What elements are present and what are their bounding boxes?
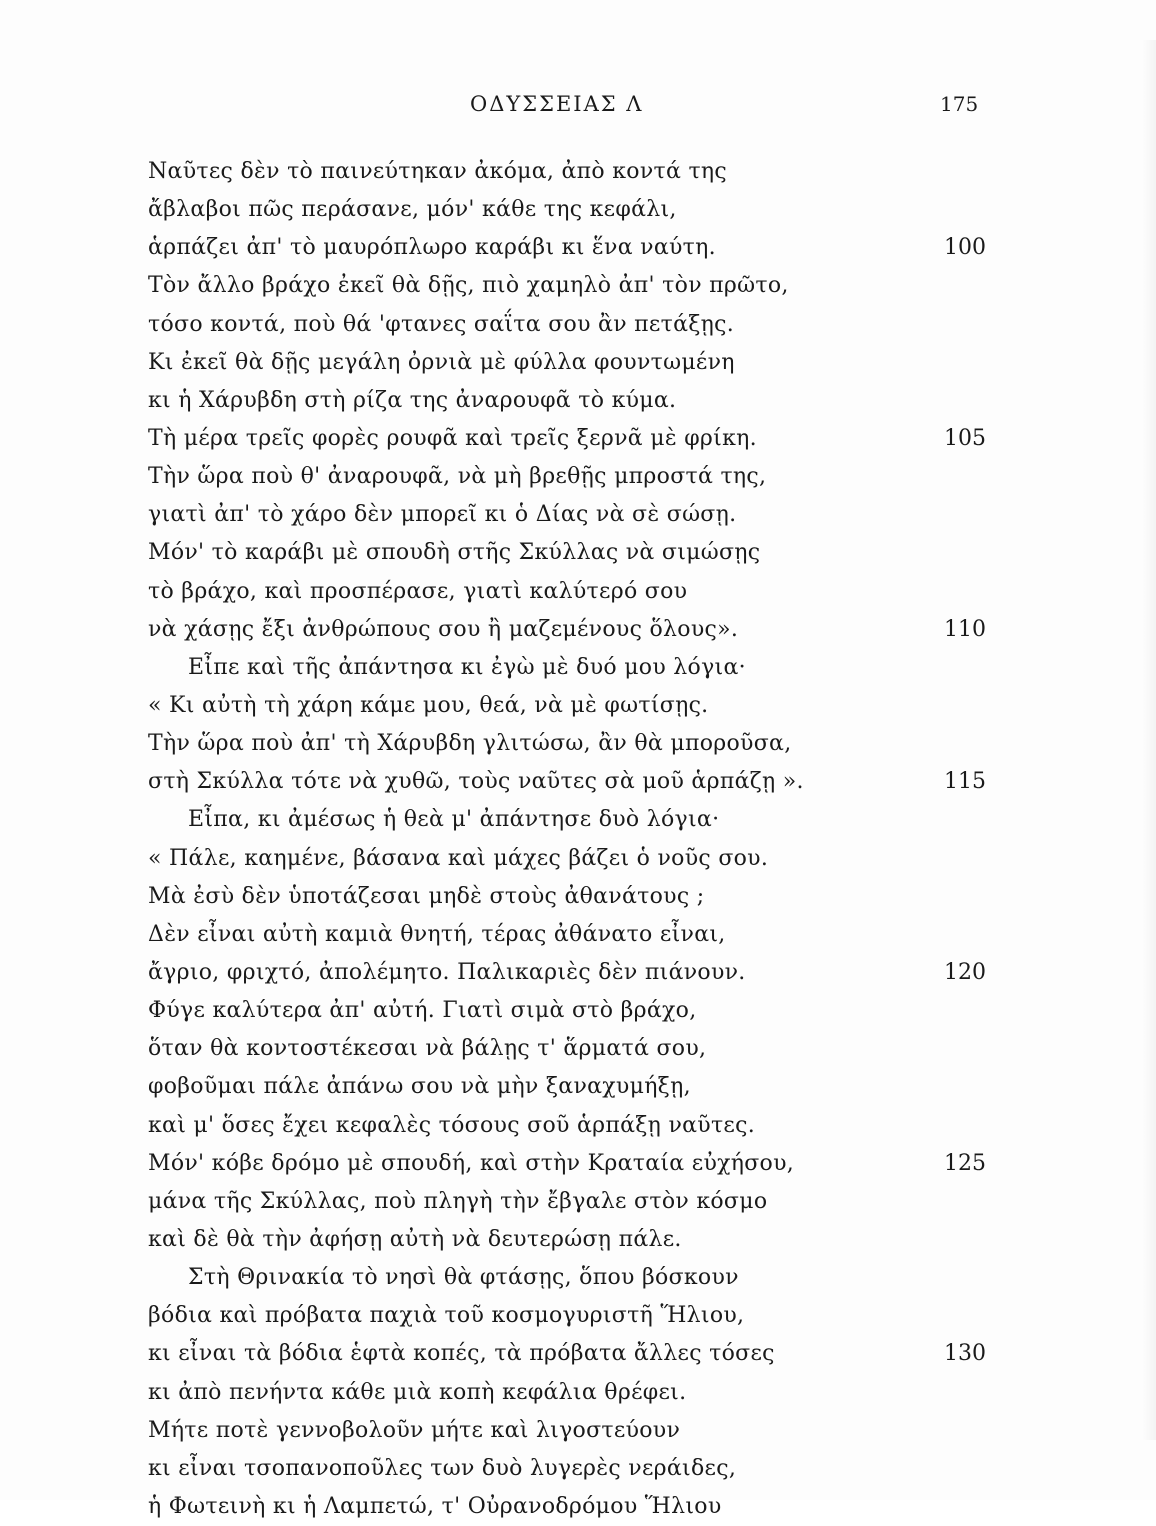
verse-line [0, 229, 1156, 267]
verse-text: Ναῦτες δὲν τὸ παινεύτηκαν ἀκόμα, ἀπὸ κοντά της [148, 159, 728, 184]
poem-text [0, 153, 1156, 1526]
verse-line [0, 344, 1156, 382]
verse-line [0, 1068, 1156, 1106]
verse-line [0, 534, 1156, 572]
verse-text: Τὴ μέρα τρεῖς φορὲς ρουφᾶ καὶ τρεῖς ξερνᾶ μὲ φρίκη. [148, 425, 757, 451]
verse-line [0, 496, 1156, 534]
verse-line [0, 382, 1156, 420]
verse-line [0, 306, 1156, 344]
line-number: 125 [944, 1150, 986, 1176]
verse-text: κι εἶναι τσοπανοποῦλες των δυὸ λυγερὲς νεράιδες, [148, 1455, 737, 1481]
verse-line [0, 954, 1156, 992]
line-number: 100 [944, 235, 986, 261]
verse-line [0, 840, 1156, 878]
verse-line [0, 1488, 1156, 1526]
verse-line [0, 1450, 1156, 1488]
verse-text: Μὰ ἐσὺ δὲν ὑποτάζεσαι μηδὲ στοὺς ἀθανάτους ; [148, 883, 705, 909]
verse-line [0, 458, 1156, 496]
verse-line [0, 153, 1156, 191]
verse-line [0, 878, 1156, 916]
verse-line [0, 1107, 1156, 1145]
running-title: ΟΔΥΣΣΕΙΑΣ Λ [470, 92, 644, 116]
verse-text: ἡ Φωτεινὴ κι ἡ Λαμπετώ, τ' Οὐρανοδρόμου Ἥλιου [148, 1493, 722, 1519]
verse-text: Μόν' τὸ καράβι μὲ σπουδὴ στῆς Σκύλλας νὰ σιμώσῃς [148, 540, 761, 566]
verse-text: ὅταν θὰ κοντοστέκεσαι νὰ βάλῃς τ' ἅρματά σου, [148, 1036, 707, 1062]
verse-line [0, 687, 1156, 725]
verse-line [0, 1374, 1156, 1412]
verse-text: Εἶπα, κι ἀμέσως ἡ θεὰ μ' ἀπάντησε δυὸ λόγια· [188, 807, 720, 833]
verse-line [0, 1335, 1156, 1373]
line-number: 130 [944, 1341, 986, 1367]
verse-line [0, 267, 1156, 305]
verse-text: μάνα τῆς Σκύλλας, ποὺ πληγὴ τὴν ἔβγαλε στὸν κόσμο [148, 1188, 768, 1214]
verse-line [0, 611, 1156, 649]
verse-line [0, 1412, 1156, 1450]
verse-line [0, 1183, 1156, 1221]
verse-line [0, 573, 1156, 611]
verse-text: ἄβλαβοι πῶς περάσανε, μόν' κάθε της κεφάλι, [148, 197, 677, 223]
verse-line [0, 420, 1156, 458]
verse-line [0, 1030, 1156, 1068]
verse-text: Μόν' κόβε δρόμο μὲ σπουδή, καὶ στὴν Κραταία εὐχήσου, [148, 1150, 795, 1176]
verse-text: « Κι αὐτὴ τὴ χάρη κάμε μου, θεά, νὰ μὲ φωτίσῃς. [148, 692, 709, 718]
verse-text: κι ἀπὸ πενήντα κάθε μιὰ κοπὴ κεφάλια θρέφει. [148, 1379, 687, 1405]
verse-line [0, 1145, 1156, 1183]
verse-line [0, 1297, 1156, 1335]
verse-text: Στὴ Θρινακία τὸ νησὶ θὰ φτάσῃς, ὅπου βόσκουν [188, 1265, 739, 1291]
verse-text: καὶ δὲ θὰ τὴν ἀφήσῃ αὐτὴ νὰ δευτερώσῃ πάλε. [148, 1226, 682, 1252]
verse-line [0, 191, 1156, 229]
verse-text: Δὲν εἶναι αὐτὴ καμιὰ θνητή, τέρας ἀθάνατο εἶναι, [148, 921, 726, 947]
verse-line [0, 763, 1156, 801]
verse-text: φοβοῦμαι πάλε ἀπάνω σου νὰ μὴν ξαναχυμήξῃ, [148, 1074, 691, 1100]
line-number: 115 [944, 769, 986, 795]
verse-text: Κι ἐκεῖ θὰ δῇς μεγάλη ὀρνιὰ μὲ φύλλα φουντωμένη [148, 349, 735, 375]
running-head [0, 92, 1156, 122]
verse-text: κι εἶναι τὰ βόδια ἑφτὰ κοπές, τὰ πρόβατα ἄλλες τόσες [148, 1341, 775, 1367]
verse-line [0, 1259, 1156, 1297]
verse-text: ἁρπάζει ἀπ' τὸ μαυρόπλωρο καράβι κι ἕνα ναύτη. [148, 235, 716, 261]
line-number: 120 [944, 959, 986, 985]
verse-text: Εἶπε καὶ τῆς ἀπάντησα κι ἐγὼ μὲ δυό μου λόγια· [188, 654, 746, 680]
verse-line [0, 1221, 1156, 1259]
line-number: 110 [944, 616, 986, 642]
verse-line [0, 916, 1156, 954]
verse-text: καὶ μ' ὅσες ἔχει κεφαλὲς τόσους σοῦ ἁρπάξῃ ναῦτες. [148, 1112, 756, 1138]
verse-text: στὴ Σκύλλα τότε νὰ χυθῶ, τοὺς ναῦτες σὰ μοῦ ἁρπάζῃ ». [148, 769, 804, 795]
verse-text: νὰ χάσῃς ἔξι ἀνθρώπους σου ἢ μαζεμένους ὅλους». [148, 616, 739, 642]
verse-text: Φύγε καλύτερα ἀπ' αὐτή. Γιατὶ σιμὰ στὸ βράχο, [148, 998, 697, 1024]
verse-text: « Πάλε, καημένε, βάσανα καὶ μάχες βάζει ὁ νοῦς σου. [148, 845, 769, 871]
verse-text: βόδια καὶ πρόβατα παχιὰ τοῦ κοσμογυριστῆ Ἥλιου, [148, 1303, 745, 1329]
verse-text: κι ἡ Χάρυβδη στὴ ρίζα της ἀναρουφᾶ τὸ κύμα. [148, 387, 677, 413]
verse-line [0, 801, 1156, 839]
verse-line [0, 992, 1156, 1030]
verse-line [0, 649, 1156, 687]
verse-text: ἄγριο, φριχτό, ἀπολέμητο. Παλικαριὲς δὲν πιάνουν. [148, 959, 746, 985]
verse-text: Τὸν ἄλλο βράχο ἐκεῖ θὰ δῇς, πιὸ χαμηλὸ ἀπ' τὸν πρῶτο, [148, 273, 789, 299]
line-number: 105 [944, 425, 986, 451]
verse-line [0, 725, 1156, 763]
verse-text: τόσο κοντά, ποὺ θά 'φτανες σαΐτα σου ἂν πετάξῃς. [148, 311, 735, 337]
verse-text: τὸ βράχο, καὶ προσπέρασε, γιατὶ καλύτερό σου [148, 578, 688, 604]
verse-text: γιατὶ ἀπ' τὸ χάρο δὲν μπορεῖ κι ὁ Δίας νὰ σὲ σώσῃ. [148, 502, 737, 528]
verse-text: Τὴν ὥρα ποὺ ἀπ' τὴ Χάρυβδη γλιτώσω, ἂν θὰ μποροῦσα, [148, 731, 792, 757]
verse-text: Μήτε ποτὲ γεννοβολοῦν μήτε καὶ λιγοστεύουν [148, 1417, 681, 1443]
page-number: 175 [940, 92, 979, 116]
verse-text: Τὴν ὥρα ποὺ θ' ἀναρουφᾶ, νὰ μὴ βρεθῇς μπροστά της, [148, 464, 767, 490]
